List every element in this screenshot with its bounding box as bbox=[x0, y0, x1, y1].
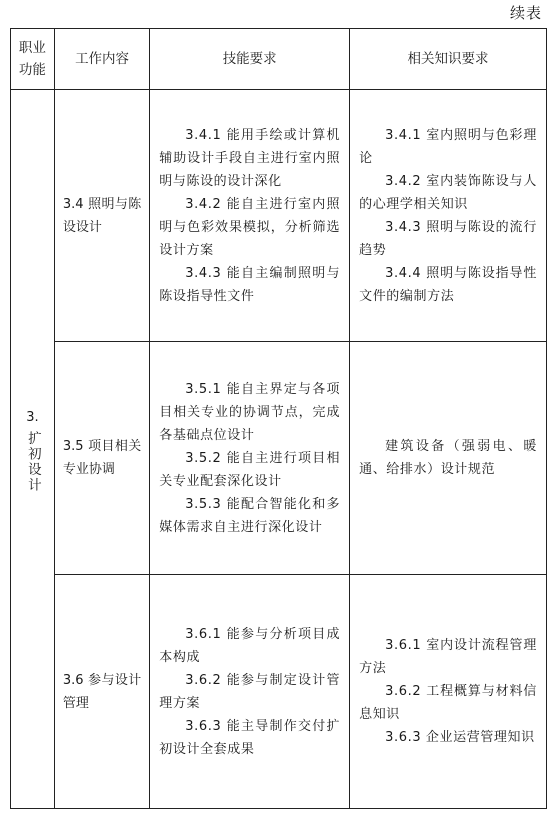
work-content-cell: 3.4 照明与陈设设计 bbox=[54, 90, 149, 342]
header-skills: 技能要求 bbox=[150, 29, 350, 90]
header-content: 工作内容 bbox=[54, 29, 149, 90]
skill-item: 3.4.1 能用手绘或计算机辅助设计手段自主进行室内照明与陈设的设计深化 bbox=[159, 127, 341, 189]
function-name: 扩初设计 bbox=[24, 430, 41, 493]
skill-item: 3.6.1 能参与分析项目成本构成 bbox=[159, 626, 341, 665]
function-number: 3. bbox=[26, 409, 39, 425]
knowledge-item: 3.6.1 室内设计流程管理方法 bbox=[359, 638, 537, 676]
work-content-cell: 3.5 项目相关专业协调 bbox=[54, 342, 149, 575]
table-row bbox=[11, 575, 547, 809]
knowledge-cell bbox=[350, 575, 547, 809]
knowledge-item: 3.4.3 照明与陈设的流行趋势 bbox=[359, 219, 537, 258]
header-knowledge: 相关知识要求 bbox=[350, 29, 547, 90]
knowledge-item: 3.4.4 照明与陈设指导性文件的编制方法 bbox=[359, 265, 537, 304]
skill-item: 3.5.2 能自主进行项目相关专业配套深化设计 bbox=[159, 450, 341, 489]
knowledge-item: 3.6.2 工程概算与材料信息知识 bbox=[359, 684, 537, 722]
header-function-label: 职业功能 bbox=[18, 40, 46, 78]
continued-label: 续表 bbox=[509, 4, 542, 22]
table-row bbox=[11, 90, 547, 342]
table-header-row bbox=[11, 29, 547, 90]
skill-item: 3.4.2 能自主进行室内照明与色彩效果模拟，分析筛选设计方案 bbox=[159, 196, 341, 258]
work-content-cell: 3.6 参与设计管理 bbox=[54, 575, 149, 809]
skill-standard-table bbox=[10, 28, 547, 809]
skills-cell bbox=[150, 575, 350, 809]
header-function bbox=[11, 29, 55, 90]
knowledge-item: 建筑设备（强弱电、暖通、给排水）设计规范 bbox=[359, 439, 537, 477]
skills-cell bbox=[150, 90, 350, 342]
skills-cell bbox=[150, 342, 350, 575]
skill-item: 3.6.2 能参与制定设计管理方案 bbox=[159, 672, 341, 711]
skill-item: 3.6.3 能主导制作交付扩初设计全套成果 bbox=[159, 718, 341, 757]
function-cell bbox=[11, 90, 55, 809]
skill-item: 3.5.1 能自主界定与各项目相关专业的协调节点，完成各基础点位设计 bbox=[159, 381, 341, 443]
knowledge-item: 3.4.1 室内照明与色彩理论 bbox=[359, 127, 537, 166]
skill-item: 3.4.3 能自主编制照明与陈设指导性文件 bbox=[159, 265, 341, 304]
knowledge-cell bbox=[350, 342, 547, 575]
knowledge-item: 3.6.3 企业运营管理知识 bbox=[385, 730, 535, 745]
knowledge-cell bbox=[350, 90, 547, 342]
table-row bbox=[11, 342, 547, 575]
knowledge-item: 3.4.2 室内装饰陈设与人的心理学相关知识 bbox=[359, 173, 537, 212]
skill-item: 3.5.3 能配合智能化和多媒体需求自主进行深化设计 bbox=[159, 496, 341, 535]
